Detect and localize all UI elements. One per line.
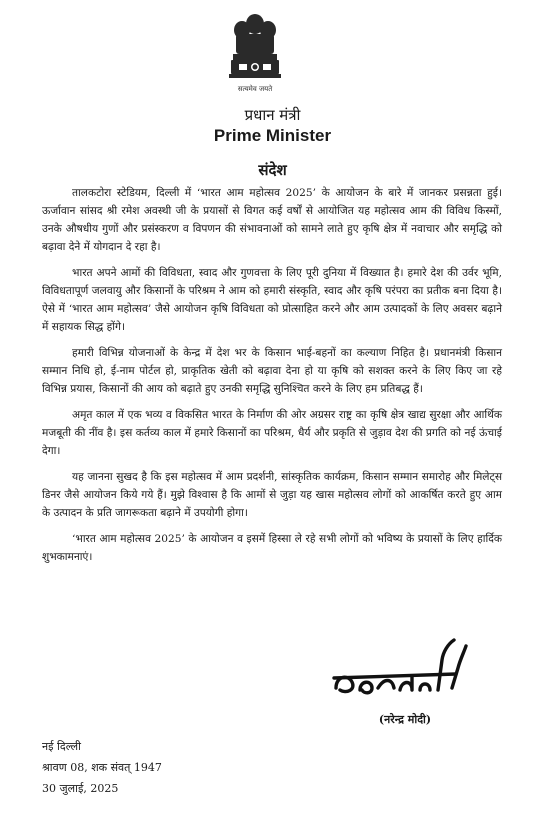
signer-name: (नरेन्द्र मोदी)	[378, 713, 432, 726]
place: नई दिल्ली	[42, 740, 81, 753]
office-title-hindi: प्रधान मंत्री	[244, 106, 301, 124]
state-emblem-icon	[225, 8, 285, 92]
emblem-motto: सत्यमेव जयते	[237, 85, 273, 93]
paragraph: हमारी विभिन्न योजनाओं के केन्द्र में देश भर के किसान भाई-बहनों का कल्याण निहित है। प्रधानमंत्री किसान सम्मान निधि हो, ई-नाम पोर्टल हो, प्राकृतिक खेती को बढ़ावा देना हो या कृषि को सशक्त करने के लिए किए जा रहे विभिन्न प्रयास, किसानों की आय को बढ़ाते हुए उनकी समृद्धि सुनिश्चित करने के लिए हम प्रतिबद्ध हैं।	[42, 347, 502, 395]
paragraph: भारत अपने आमों की विविधता, स्वाद और गुणवत्ता के लिए पूरी दुनिया में विख्यात है। हमारे देश की उर्वर भूमि, विविधतापूर्ण जलवायु और किसानों के परिश्रम ने आम को हमारी संस्कृति, स्वाद और कृषि परंपरा का प्रतीक बना दिया है। ऐसे में ‘भारत आम महोत्सव’ जैसे आयोजन कृषि विविधता को प्रोत्साहित करने और आम उत्पादकों के लिए अवसर बढ़ाने में सहायक सिद्ध होंगे।	[42, 267, 502, 333]
paragraph: ‘भारत आम महोत्सव 2025’ के आयोजन व इसमें हिस्सा ले रहे सभी लोगों को भविष्य के प्रयासों के लिए हार्दिक शुभकामनाएं।	[42, 533, 502, 563]
letter-footer	[42, 736, 162, 799]
saka-date: श्रावण 08, शक संवत् 1947	[42, 761, 162, 774]
paragraph: अमृत काल में एक भव्य व विकसित भारत के निर्माण की ओर अग्रसर राष्ट्र का कृषि क्षेत्र खाद्य सुरक्षा और आर्थिक मजबूती की नींव है। इस कर्तव्य काल में हमारे किसानों का परिश्रम, धैर्य और प्रकृति से जुड़ाव देश की प्रगति को नई ऊंचाई देगा।	[42, 409, 502, 457]
office-title-english: Prime Minister	[213, 126, 332, 145]
handwritten-signature	[326, 632, 476, 704]
message-heading: संदेश	[258, 161, 287, 179]
paragraph: तालकटोरा स्टेडियम, दिल्ली में ‘भारत आम महोत्सव 2025’ के आयोजन के बारे में जानकर प्रसन्नता हुई। ऊर्जावान सांसद श्री रमेश अवस्थी जी के प्रयासों से विगत कई वर्षों से आयोजित यह महोत्सव आम की विविध किस्मों, उनके औषधीय गुणों और प्रसंस्करण व विपणन की संभावनाओं को सामने लाते हुए कृषि क्षेत्र में नवाचार और समृद्धि को बढ़ावा देने में योगदान दे रहा है।	[42, 187, 502, 253]
message-body	[42, 184, 502, 574]
paragraph: यह जानना सुखद है कि इस महोत्सव में आम प्रदर्शनी, सांस्कृतिक कार्यक्रम, किसान सम्मान समारोह और मिलेट्स डिनर जैसे आयोजन किये गये हैं। मुझे विश्वास है कि आमों से जुड़ा यह खास महोत्सव लोगों को आकर्षित करते हुए आम के उत्पादन के प्रति जागरूकता बढ़ाने में उपयोगी होगा।	[42, 471, 502, 519]
date: 30 जुलाई, 2025	[42, 782, 119, 795]
